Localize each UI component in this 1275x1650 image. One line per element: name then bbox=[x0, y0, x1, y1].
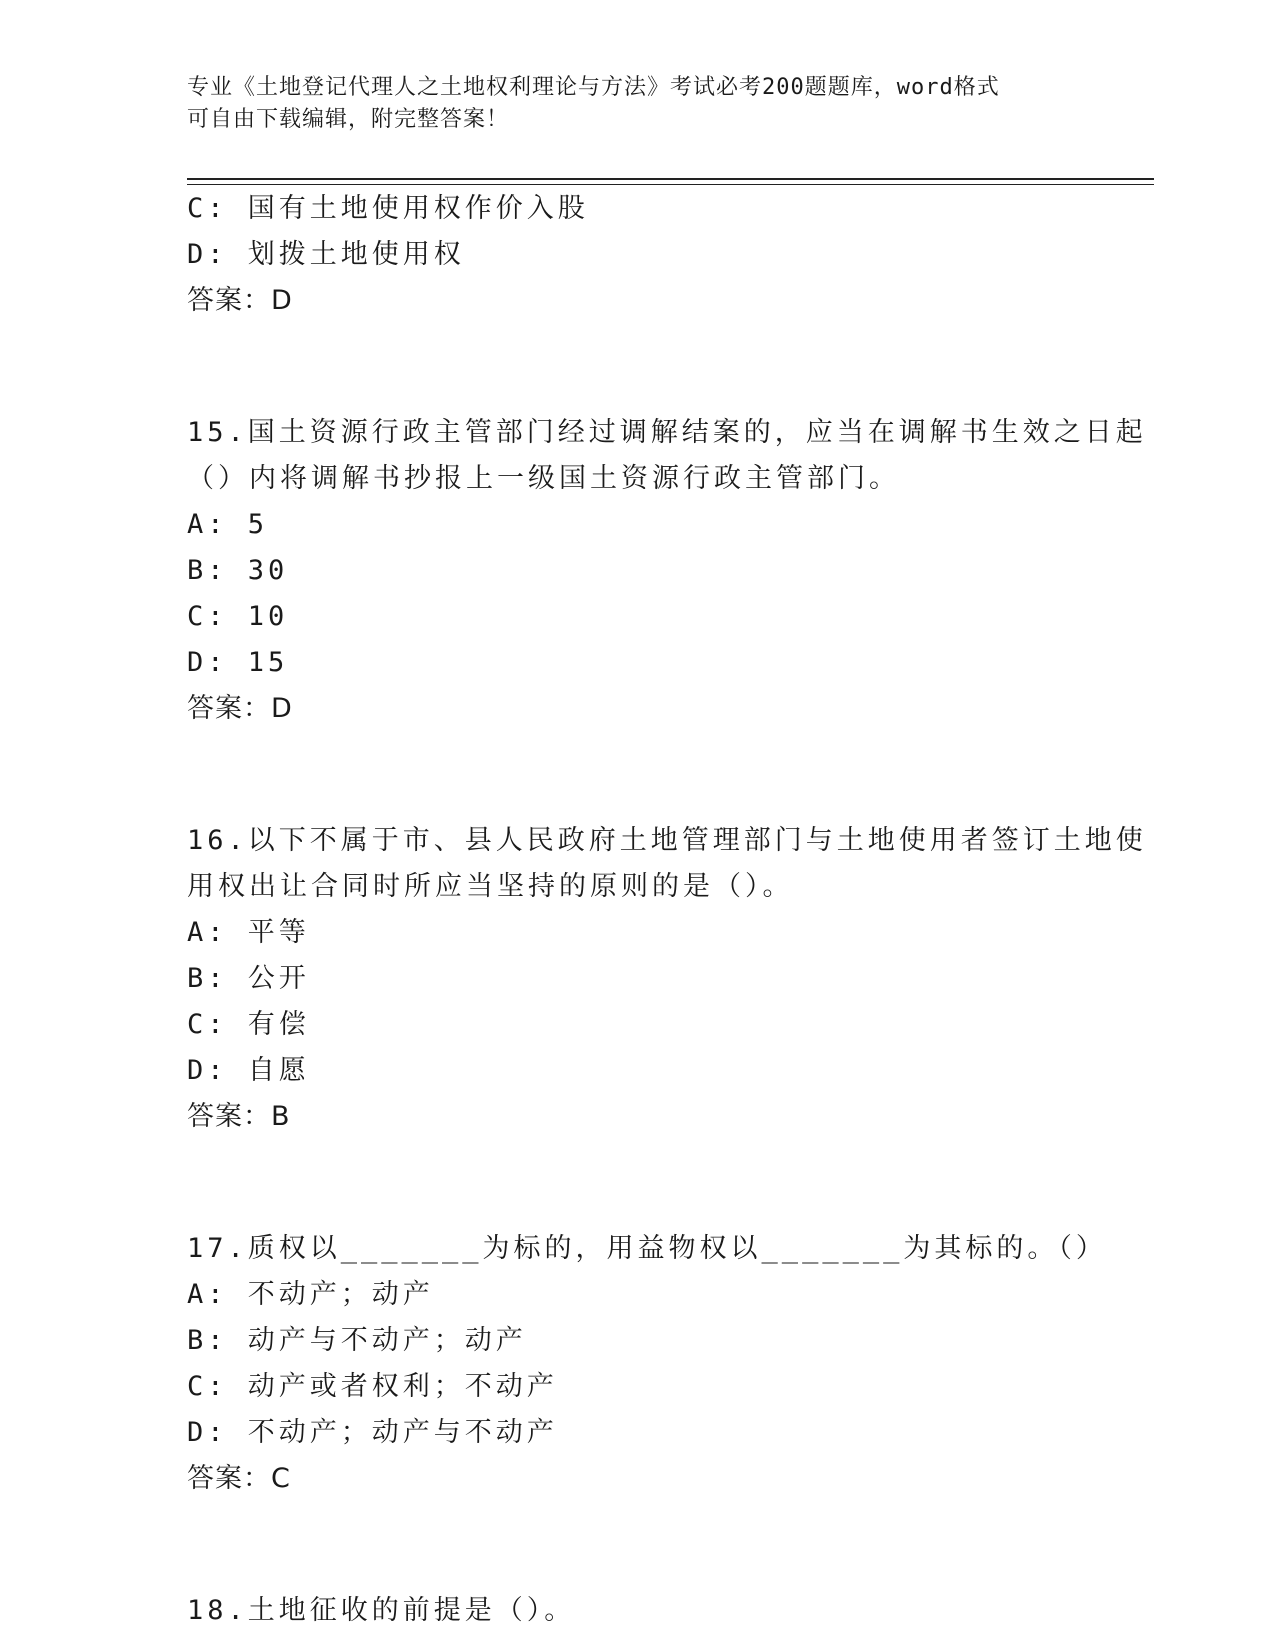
option-b: B: 30 bbox=[187, 555, 289, 586]
spacer bbox=[187, 1140, 1087, 1226]
header-line-2: 可自由下载编辑，附完整答案！ bbox=[187, 107, 510, 132]
question-stem: 16.以下不属于市、县人民政府土地管理部门与土地使用者签订土地使 bbox=[187, 825, 1147, 856]
question-stem: 17.质权以_______为标的，用益物权以_______为其标的。（） bbox=[187, 1233, 1107, 1264]
question-stem: 15.国土资源行政主管部门经过调解结案的，应当在调解书生效之日起 bbox=[187, 417, 1147, 448]
answer: 答案：D bbox=[187, 285, 293, 316]
answer: 答案：C bbox=[187, 1463, 291, 1494]
answer: 答案：D bbox=[187, 693, 293, 724]
question-16 bbox=[187, 818, 1147, 1140]
question-15 bbox=[187, 410, 1147, 732]
document-header bbox=[187, 72, 1087, 136]
document-body bbox=[187, 186, 1147, 1634]
header-divider bbox=[187, 178, 1154, 185]
option-c: C: 10 bbox=[187, 601, 289, 632]
question-stem: （）内将调解书抄报上一级国土资源行政主管部门。 bbox=[187, 463, 900, 494]
option-c: C: 有偿 bbox=[187, 1009, 310, 1040]
option-d: D: 15 bbox=[187, 647, 289, 678]
spacer bbox=[187, 732, 1087, 818]
option-b: B: 动产与不动产；动产 bbox=[187, 1325, 527, 1356]
spacer bbox=[187, 324, 1087, 410]
option-d: D: 自愿 bbox=[187, 1055, 310, 1086]
question-stem: 18.土地征收的前提是（）。 bbox=[187, 1595, 576, 1626]
option-b: B: 公开 bbox=[187, 963, 310, 994]
option-c: C: 国有土地使用权作价入股 bbox=[187, 193, 589, 224]
spacer bbox=[187, 1502, 1087, 1588]
option-c: C: 动产或者权利；不动产 bbox=[187, 1371, 558, 1402]
option-a: A: 不动产；动产 bbox=[187, 1279, 434, 1310]
question-17 bbox=[187, 1226, 1107, 1502]
option-a: A: 平等 bbox=[187, 917, 310, 948]
question-18 bbox=[187, 1588, 1087, 1634]
option-d: D: 不动产；动产与不动产 bbox=[187, 1417, 558, 1448]
question-14 bbox=[187, 186, 1087, 324]
option-a: A: 5 bbox=[187, 509, 269, 540]
option-d: D: 划拨土地使用权 bbox=[187, 239, 465, 270]
header-line-1: 专业《土地登记代理人之土地权利理论与方法》考试必考200题题库，word格式 bbox=[187, 75, 1000, 100]
answer: 答案：B bbox=[187, 1101, 291, 1132]
question-stem: 用权出让合同时所应当坚持的原则的是（）。 bbox=[187, 871, 794, 902]
